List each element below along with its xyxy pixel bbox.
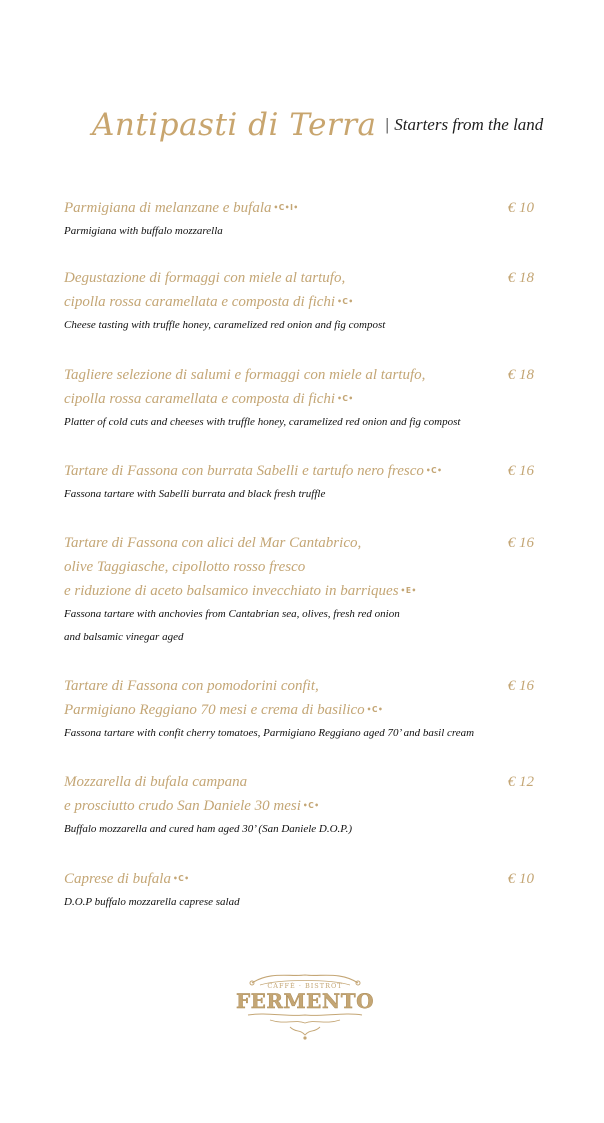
dish-name-text: Parmigiana di melanzane e bufala [64, 200, 272, 216]
dish-name-italian [64, 770, 320, 794]
dish-name-text: Tartare di Fassona con burrata Sabelli e tartufo nero fresco [64, 463, 424, 479]
dish-name-italian [64, 196, 299, 220]
logo-tagline: CAFFÈ · BISTROT [267, 982, 343, 990]
dish-description-english: and balsamic vinegar aged [64, 631, 184, 643]
dish-name-italian [64, 363, 425, 387]
allergen-tag: •C• [337, 297, 354, 306]
dish-name-italian [64, 266, 354, 290]
dish-name-italian [64, 555, 417, 579]
dish-price: € 16 [507, 678, 534, 694]
dish-name-text: Tagliere selezione di salumi e formaggi con miele al tartufo, [64, 367, 426, 383]
dish-description-english: Fassona tartare with anchovies from Cantabrian sea, olives, fresh red onion [64, 608, 400, 620]
dish-name-text: Caprese di bufala [64, 871, 171, 887]
menu-item [64, 363, 534, 434]
allergen-tag: •C• [337, 394, 354, 403]
fermento-logo [230, 965, 380, 1045]
dish-name-italian [64, 387, 425, 411]
menu-item [64, 674, 534, 745]
section-title-english: Starters from the land [394, 115, 544, 134]
dish-name-italian [64, 698, 383, 722]
dish-description-english: Parmigiana with buffalo mozzarella [64, 225, 223, 237]
dish-name-text: Tartare di Fassona con pomodorini confit, [64, 678, 319, 694]
dish-name-italian [64, 867, 190, 891]
dish-description-english: Cheese tasting with truffle honey, caramelized red onion and fig compost [64, 319, 386, 331]
section-title-italian: Antipasti di Terra [92, 107, 377, 143]
allergen-tag: •C• [425, 466, 443, 475]
dish-name-italian [64, 459, 442, 483]
title-separator: | [384, 115, 390, 134]
dish-name-italian [64, 531, 417, 555]
dish-price: € 10 [507, 200, 534, 216]
dish-description-english: Fassona tartare with confit cherry tomatoes, Parmigiano Reggiano aged 70’ and basil cream [64, 727, 475, 739]
menu-item [64, 459, 534, 506]
dish-price: € 10 [507, 871, 534, 887]
dish-name-text: Parmigiano Reggiano 70 mesi e crema di basilico [64, 702, 365, 718]
dish-description-english: Fassona tartare with Sabelli burrata and black fresh truffle [64, 488, 326, 500]
dish-description-english: D.O.P buffalo mozzarella caprese salad [64, 896, 240, 908]
menu-item [64, 867, 534, 914]
dish-description-english: Platter of cold cuts and cheeses with truffle honey, caramelized red onion and fig compost [64, 416, 461, 428]
dish-description-english: Buffalo mozzarella and cured ham aged 30’ (San Daniele D.O.P.) [64, 823, 353, 835]
dish-name-italian [64, 794, 320, 818]
menu-item [64, 266, 534, 337]
dish-name-text: cipolla rossa caramellata e composta di fichi [64, 294, 336, 310]
dish-price: € 18 [507, 367, 534, 383]
menu-item [64, 196, 534, 243]
dish-price: € 12 [507, 774, 534, 790]
dish-name-text: cipolla rossa caramellata e composta di fichi [64, 391, 336, 407]
menu-item [64, 770, 534, 841]
allergen-tag: •C• [172, 874, 190, 883]
dish-name-text: Tartare di Fassona con alici del Mar Cantabrico, [64, 535, 362, 551]
dish-name-italian [64, 674, 383, 698]
dish-name-text: Mozzarella di bufala campana [64, 774, 248, 790]
dish-name-text: e prosciutto crudo San Daniele 30 mesi [64, 798, 301, 814]
allergen-tag: •C• [302, 801, 320, 810]
dish-name-text: e riduzione di aceto balsamico invecchiato in barriques [64, 583, 399, 599]
dish-price: € 16 [507, 535, 534, 551]
menu-item [64, 531, 534, 649]
section-header [92, 90, 562, 160]
dish-name-italian [64, 579, 417, 603]
logo-name: FERMENTO [235, 989, 375, 1013]
dish-name-text: olive Taggiasche, cipollotto rosso fresco [64, 559, 306, 575]
allergen-tag: •E• [400, 586, 417, 595]
allergen-tag: •C•I• [273, 203, 299, 212]
dish-name-italian [64, 290, 354, 314]
dish-name-text: Degustazione di formaggi con miele al tartufo, [64, 270, 346, 286]
allergen-tag: •C• [366, 705, 384, 714]
dish-price: € 16 [507, 463, 534, 479]
dish-price: € 18 [507, 270, 534, 286]
